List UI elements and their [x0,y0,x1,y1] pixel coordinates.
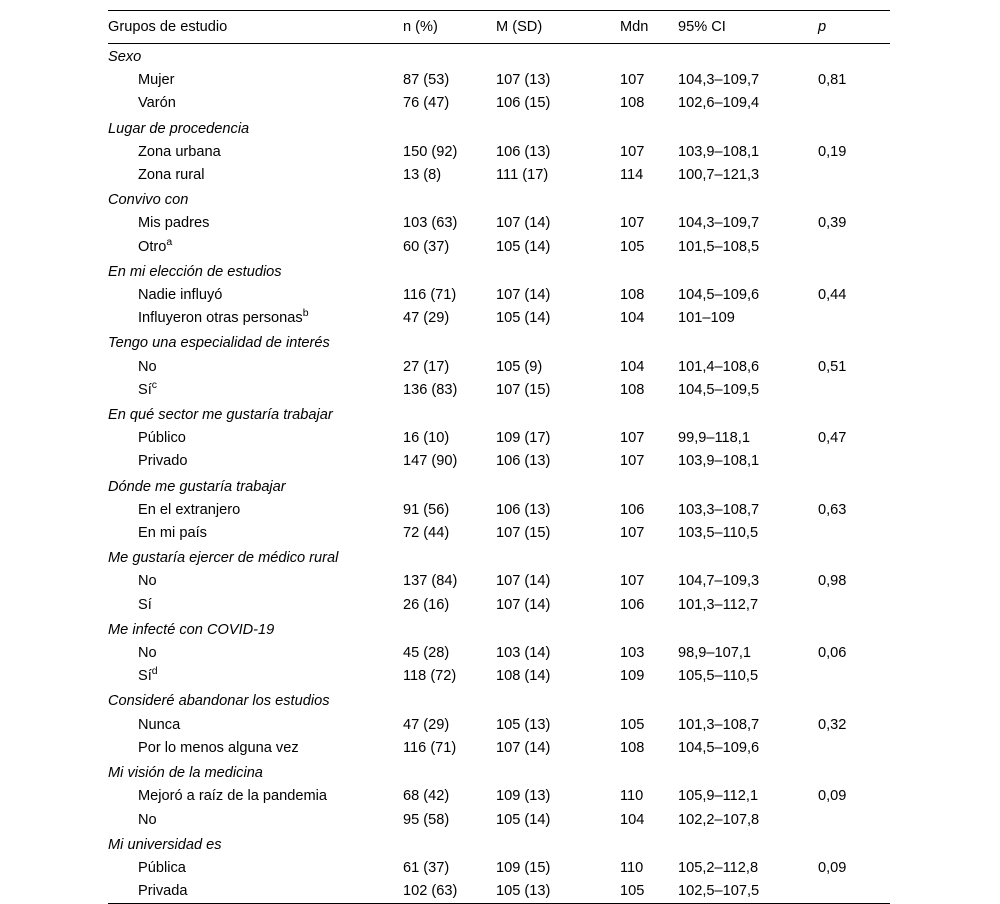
category-label: Me infecté con COVID-19 [108,621,275,638]
row-label [108,522,403,545]
statistics-table [108,10,890,904]
cell-mdn: 114 [620,167,644,184]
cell-n: 102 (63) [403,880,496,904]
cell-n: 116 (71) [403,739,457,756]
row-label [108,499,403,522]
cell-ci: 102,2–107,8 [678,811,760,828]
row-label [108,450,403,473]
cell-m-sd: 106 (13) [496,453,551,470]
row-label-text: Nadie influyó [138,287,223,304]
cell-p [818,307,890,330]
cell-p [818,236,890,259]
cell-mdn: 107 [620,72,645,89]
row-label-text: Mujer [138,72,175,89]
table-category-row [108,259,890,284]
cell-n: 87 (53) [403,72,450,89]
cell-mdn: 108 [620,287,645,304]
cell-m-sd: 109 (13) [496,788,551,805]
row-label-text: Por lo menos alguna vez [138,739,299,756]
cell-mdn: 110 [620,859,644,876]
cell-n: 26 (16) [403,596,450,613]
cell-ci: 100,7–121,3 [678,167,760,184]
cell-mdn: 105 [620,716,645,733]
table-row [108,857,890,880]
row-label-text: Sí [138,668,152,685]
cell-m-sd: 109 (17) [496,430,551,447]
table-row [108,714,890,737]
footnote-marker: c [151,378,158,391]
footnote-marker: d [151,665,158,678]
cell-n: 137 (84) [403,573,458,590]
table-body [108,44,890,904]
row-label [108,164,403,187]
cell-mdn: 107 [620,215,645,232]
row-label-text: En mi país [138,525,207,542]
row-label-text: No [138,573,157,590]
row-label-text: Influyeron otras personas [138,310,303,327]
cell-n: 68 (42) [403,788,450,805]
category-label: En mi elección de estudios [108,263,282,280]
row-label-text: Otro [138,238,167,255]
cell-ci: 101,3–112,7 [678,596,759,613]
row-label-text: En el extranjero [138,501,241,518]
cell-p: 0,39 [818,215,847,232]
cell-n: 45 (28) [403,645,450,662]
cell-m-sd: 107 (15) [496,381,551,398]
category-label: Consideré abandonar los estudios [108,693,330,710]
cell-p [818,450,890,473]
cell-p: 0,63 [818,501,847,518]
table-category-row [108,617,890,642]
cell-ci: 104,7–109,3 [678,573,760,590]
cell-mdn: 107 [620,453,645,470]
table-row [108,92,890,115]
cell-m-sd: 106 (15) [496,95,551,112]
cell-p [818,809,890,832]
cell-ci: 101–109 [678,310,735,327]
category-label: Sexo [108,49,142,65]
row-label [108,857,403,880]
cell-n: 47 (29) [403,716,450,733]
table-row [108,785,890,808]
cell-p [818,665,890,688]
cell-p: 0,98 [818,573,847,590]
table-row [108,499,890,522]
table-row [108,880,890,904]
cell-ci: 102,6–109,4 [678,95,760,112]
cell-m-sd: 105 (13) [496,716,551,733]
cell-m-sd: 107 (15) [496,525,551,542]
cell-p: 0,19 [818,143,847,160]
cell-p: 0,09 [818,788,847,805]
row-label [108,714,403,737]
row-label-text: Sí [138,596,152,613]
table-row [108,570,890,593]
category-label: Me gustaría ejercer de médico rural [108,550,339,567]
cell-mdn: 108 [620,95,645,112]
row-label [108,880,403,904]
cell-ci: 103,3–108,7 [678,501,760,518]
table-category-row [108,402,890,427]
cell-n: 103 (63) [403,215,458,232]
cell-p: 0,44 [818,287,847,304]
cell-mdn: 109 [620,668,645,685]
cell-p [818,737,890,760]
table-row [108,164,890,187]
cell-mdn: 103 [620,645,645,662]
table-row [108,522,890,545]
row-label [108,236,403,259]
cell-ci: 105,9–112,1 [678,788,759,805]
cell-ci: 102,5–107,5 [678,880,818,904]
cell-ci: 101,4–108,6 [678,358,760,375]
cell-mdn: 107 [620,573,645,590]
category-label: Dónde me gustaría trabajar [108,478,286,495]
column-header-m-sd: M (SD) [496,11,620,44]
table-row [108,427,890,450]
table-row [108,141,890,164]
cell-m-sd: 107 (14) [496,573,551,590]
table-category-row [108,116,890,141]
table-category-row [108,330,890,355]
cell-p [818,164,890,187]
table-row [108,665,890,688]
table-row [108,809,890,832]
table-row [108,642,890,665]
table-category-row [108,832,890,857]
row-label [108,570,403,593]
table-row [108,379,890,402]
row-label [108,665,403,688]
row-label-text: Mis padres [138,215,210,232]
cell-m-sd: 103 (14) [496,645,551,662]
cell-m-sd: 107 (14) [496,287,551,304]
row-label [108,92,403,115]
category-label: Tengo una especialidad de interés [108,335,330,352]
cell-n: 72 (44) [403,525,450,542]
table-category-row [108,187,890,212]
cell-m-sd: 105 (14) [496,238,551,255]
cell-mdn: 108 [620,739,645,756]
table-row [108,236,890,259]
cell-m-sd: 106 (13) [496,501,551,518]
row-label [108,356,403,379]
cell-n: 91 (56) [403,501,450,518]
column-header-ci: 95% CI [678,11,818,44]
row-label-text: No [138,811,157,828]
cell-ci: 103,9–108,1 [678,143,760,160]
cell-ci: 104,3–109,7 [678,215,760,232]
cell-mdn: 106 [620,501,645,518]
cell-p: 0,81 [818,72,847,89]
cell-n: 60 (37) [403,238,450,255]
row-label-text: Privada [138,883,188,900]
cell-m-sd: 107 (14) [496,739,551,756]
row-label [108,642,403,665]
cell-n: 27 (17) [403,358,450,375]
category-label: Mi visión de la medicina [108,765,263,782]
cell-p: 0,32 [818,716,847,733]
table-row [108,212,890,235]
cell-m-sd: 106 (13) [496,143,551,160]
cell-p [818,379,890,402]
cell-ci: 98,9–107,1 [678,645,752,662]
table-category-row [108,44,890,70]
cell-mdn: 104 [620,358,645,375]
cell-n: 47 (29) [403,310,450,327]
row-label [108,594,403,617]
table-category-row [108,688,890,713]
table-row [108,69,890,92]
cell-m-sd: 105 (14) [496,310,551,327]
row-label-text: Pública [138,859,186,876]
column-header-group: Grupos de estudio [108,11,403,44]
cell-mdn: 104 [620,811,645,828]
table-row [108,450,890,473]
cell-mdn: 105 [620,880,678,904]
row-label [108,212,403,235]
column-header-n: n (%) [403,11,496,44]
category-label: Lugar de procedencia [108,120,250,137]
cell-mdn: 107 [620,430,645,447]
category-label: Convivo con [108,192,189,209]
category-label: En qué sector me gustaría trabajar [108,407,333,424]
column-header-mdn: Mdn [620,11,678,44]
table-row [108,356,890,379]
row-label [108,427,403,450]
cell-p [818,92,890,115]
cell-ci: 105,5–110,5 [678,668,759,685]
row-label-text: Privado [138,453,188,470]
cell-ci: 101,3–108,7 [678,716,760,733]
row-label-text: Sí [138,381,152,398]
cell-ci: 99,9–118,1 [678,430,750,447]
cell-n: 150 (92) [403,143,458,160]
cell-m-sd: 107 (14) [496,215,551,232]
cell-m-sd: 109 (15) [496,859,551,876]
row-label [108,809,403,832]
footnote-marker: b [302,307,309,320]
cell-m-sd: 105 (13) [496,880,620,904]
cell-p: 0,51 [818,358,847,375]
footnote-marker: a [166,235,173,248]
cell-ci: 101,5–108,5 [678,238,760,255]
cell-ci: 103,5–110,5 [678,525,759,542]
row-label [108,69,403,92]
cell-n: 136 (83) [403,381,458,398]
row-label-text: Varón [138,95,176,112]
cell-n: 61 (37) [403,859,450,876]
row-label-text: Zona rural [138,167,205,184]
cell-m-sd: 105 (14) [496,811,551,828]
cell-mdn: 110 [620,788,644,805]
column-header-p: p [818,11,890,44]
cell-ci: 104,3–109,7 [678,72,760,89]
table-category-row [108,474,890,499]
row-label-text: Público [138,430,186,447]
cell-n: 147 (90) [403,453,458,470]
category-label: Mi universidad es [108,836,222,853]
cell-n: 95 (58) [403,811,450,828]
cell-n: 16 (10) [403,430,450,447]
cell-ci: 104,5–109,6 [678,739,760,756]
row-label [108,737,403,760]
table-row [108,284,890,307]
row-label [108,307,403,330]
cell-p [818,880,890,904]
cell-mdn: 105 [620,238,645,255]
table-header [108,11,890,44]
cell-ci: 103,9–108,1 [678,453,760,470]
cell-m-sd: 108 (14) [496,668,551,685]
row-label-text: No [138,358,157,375]
cell-mdn: 106 [620,596,645,613]
row-label [108,379,403,402]
table-row [108,307,890,330]
cell-m-sd: 107 (13) [496,72,551,89]
table-category-row [108,545,890,570]
cell-p: 0,09 [818,859,847,876]
row-label-text: Zona urbana [138,143,221,160]
row-label-text: Nunca [138,716,181,733]
cell-mdn: 107 [620,525,645,542]
table-row [108,737,890,760]
cell-n: 76 (47) [403,95,450,112]
cell-p [818,594,890,617]
cell-ci: 104,5–109,6 [678,287,760,304]
cell-p: 0,47 [818,430,847,447]
row-label-text: Mejoró a raíz de la pandemia [138,788,328,805]
cell-mdn: 107 [620,143,645,160]
cell-m-sd: 111 (17) [496,167,549,184]
row-label-text: No [138,645,157,662]
cell-n: 116 (71) [403,287,457,304]
row-label [108,284,403,307]
row-label [108,785,403,808]
cell-mdn: 108 [620,381,645,398]
cell-m-sd: 107 (14) [496,596,551,613]
cell-ci: 105,2–112,8 [678,859,759,876]
table-row [108,594,890,617]
cell-n: 118 (72) [403,668,457,685]
row-label [108,141,403,164]
cell-m-sd: 105 (9) [496,358,543,375]
cell-mdn: 104 [620,310,645,327]
cell-n: 13 (8) [403,167,442,184]
cell-ci: 104,5–109,5 [678,381,760,398]
cell-p [818,522,890,545]
cell-p: 0,06 [818,645,847,662]
table-category-row [108,760,890,785]
